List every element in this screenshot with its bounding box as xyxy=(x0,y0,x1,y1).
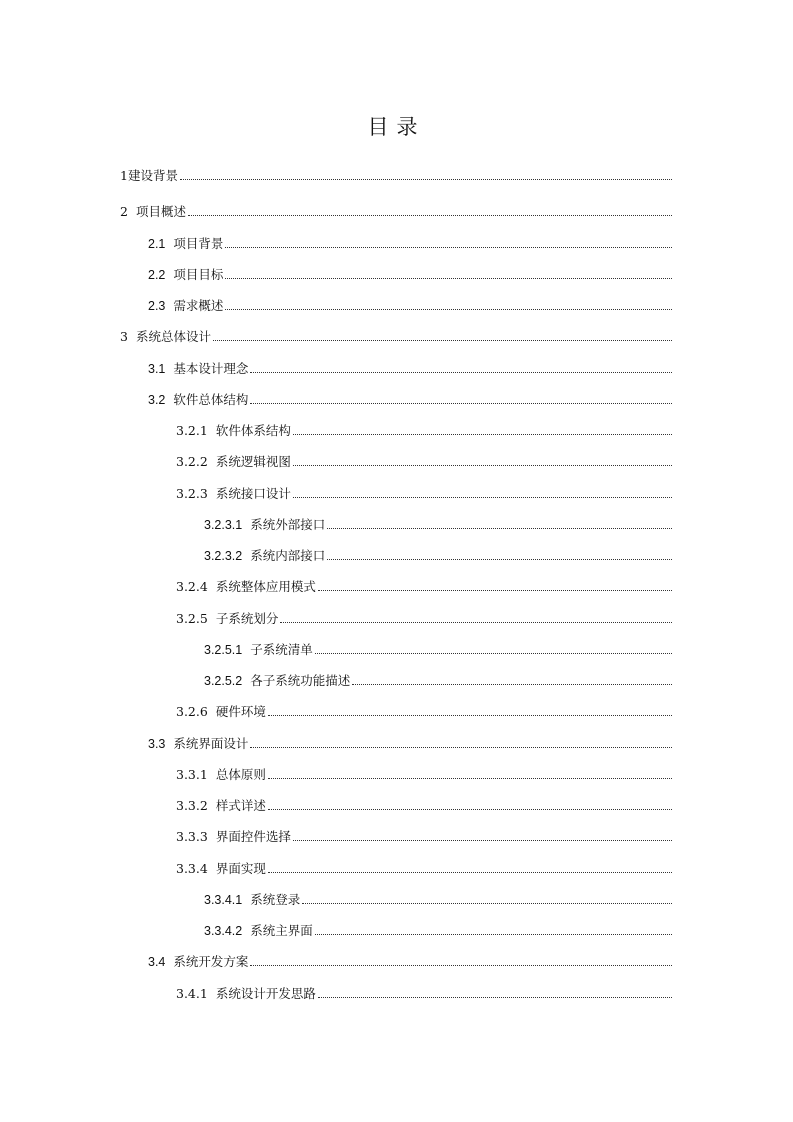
dot-leader xyxy=(250,747,672,748)
toc-entry-number: 3.2.3 xyxy=(176,485,208,501)
toc-entry[interactable] xyxy=(176,575,672,595)
toc-entry[interactable] xyxy=(176,450,672,470)
toc-entry[interactable] xyxy=(148,388,672,408)
toc-entry-label: 系统登录 xyxy=(250,891,301,907)
toc-entry-label: 基本设计理念 xyxy=(173,360,249,376)
toc-entry-number: 3.3.3 xyxy=(176,829,208,845)
dot-leader xyxy=(293,497,672,498)
toc-entry-number: 1 xyxy=(120,168,128,183)
toc-entry-number: 3.2.4 xyxy=(176,579,208,595)
toc-entry-number: 3.2.5.2 xyxy=(204,674,243,688)
toc-entry-number: 2.1 xyxy=(148,236,166,251)
dot-leader xyxy=(180,179,672,180)
dot-leader xyxy=(293,465,672,466)
toc-entry-label: 项目目标 xyxy=(173,266,224,282)
toc-entry-number: 3.3.4.1 xyxy=(204,892,243,907)
toc-entry-label: 界面实现 xyxy=(215,860,266,876)
toc-entry-number: 3.2.1 xyxy=(176,423,208,438)
dot-leader xyxy=(352,684,672,685)
dot-leader xyxy=(280,622,672,623)
toc-entry-label: 系统外部接口 xyxy=(250,516,326,532)
dot-leader xyxy=(250,403,672,404)
toc-entry-label: 系统逻辑视图 xyxy=(215,454,291,470)
dot-leader xyxy=(318,590,672,591)
toc-entry[interactable] xyxy=(204,638,672,658)
toc-entry[interactable] xyxy=(204,919,672,939)
dot-leader xyxy=(213,340,672,341)
toc-entry-number: 3.3.1 xyxy=(176,766,208,782)
toc-entry-number: 3.4 xyxy=(148,955,166,970)
toc-entry-number: 3.3.4.2 xyxy=(204,924,243,938)
toc-entry-number: 3.2.5.1 xyxy=(204,642,243,657)
dot-leader xyxy=(327,559,672,560)
toc-entry[interactable] xyxy=(148,294,672,314)
toc-entry-number: 3.2.2 xyxy=(176,454,208,470)
toc-entry-number: 3.3.2 xyxy=(176,798,208,813)
toc-entry-label: 样式详述 xyxy=(215,798,266,813)
toc-entry-number: 2 xyxy=(120,204,128,220)
dot-leader xyxy=(225,247,672,248)
toc-entry[interactable] xyxy=(204,544,672,564)
toc-title: 目录 xyxy=(367,115,426,139)
dot-leader xyxy=(293,434,672,435)
toc-entry-label: 系统内部接口 xyxy=(250,548,326,563)
toc-entry-label: 软件体系结构 xyxy=(215,423,291,438)
toc-entry[interactable] xyxy=(176,419,672,439)
toc-entry-number: 3 xyxy=(120,329,128,345)
toc-entry-number: 3.2.3.1 xyxy=(204,517,243,532)
toc-entry-label: 项目概述 xyxy=(135,204,186,220)
toc-entry[interactable] xyxy=(176,982,672,1002)
dot-leader xyxy=(250,372,672,373)
toc-entry-label: 项目背景 xyxy=(173,235,224,251)
dot-leader xyxy=(327,528,672,529)
dot-leader xyxy=(293,840,672,841)
toc-entry-label: 系统接口设计 xyxy=(215,485,291,501)
toc-entry-label: 硬件环境 xyxy=(215,704,266,720)
toc-entry-number: 3.3.4 xyxy=(176,860,208,876)
toc-entry[interactable] xyxy=(148,732,672,752)
toc-entry[interactable] xyxy=(176,857,672,877)
toc-entry-number: 2.3 xyxy=(148,299,166,313)
toc-entry-label: 系统开发方案 xyxy=(173,954,249,970)
toc-entry[interactable] xyxy=(176,825,672,845)
toc-entry-label: 子系统清单 xyxy=(250,641,313,657)
dot-leader xyxy=(302,903,672,904)
toc-entry[interactable] xyxy=(148,232,672,252)
toc-entry-number: 3.3 xyxy=(148,736,166,751)
toc-entry-label: 各子系统功能描述 xyxy=(250,673,351,688)
dot-leader xyxy=(268,778,672,779)
toc-entry-label: 系统总体设计 xyxy=(135,329,211,345)
dot-leader xyxy=(225,309,672,310)
toc-entry-label: 系统整体应用模式 xyxy=(215,579,316,595)
toc-entry[interactable] xyxy=(176,482,672,502)
toc-entry[interactable] xyxy=(204,888,672,908)
toc-entry[interactable] xyxy=(204,513,672,533)
toc-entry-number: 3.2.5 xyxy=(176,610,208,626)
dot-leader xyxy=(318,997,672,998)
toc-entry-label: 子系统划分 xyxy=(215,610,279,626)
dot-leader xyxy=(315,653,672,654)
toc-entry-label: 需求概述 xyxy=(173,298,224,313)
toc-entry[interactable] xyxy=(176,700,672,720)
toc-entry-number: 2.2 xyxy=(148,267,166,282)
dot-leader xyxy=(268,715,672,716)
toc-entry[interactable] xyxy=(176,607,672,627)
dot-leader xyxy=(268,809,672,810)
toc-entry[interactable] xyxy=(176,794,672,814)
toc-entry[interactable] xyxy=(204,669,672,689)
toc-entry[interactable] xyxy=(120,325,672,345)
toc-entry-label: 系统设计开发思路 xyxy=(215,985,316,1001)
toc-entry-label: 界面控件选择 xyxy=(215,829,291,845)
toc-entry-number: 3.1 xyxy=(148,361,166,376)
toc-entry[interactable] xyxy=(120,164,672,184)
toc-entry[interactable] xyxy=(148,357,672,377)
toc-entry[interactable] xyxy=(148,263,672,283)
toc-entry-number: 3.2 xyxy=(148,392,166,407)
toc-entry-label: 总体原则 xyxy=(215,766,266,782)
dot-leader xyxy=(268,872,672,873)
toc-entry-number: 3.2.6 xyxy=(176,704,208,720)
toc-entry-label: 系统主界面 xyxy=(250,923,313,938)
toc-entry[interactable] xyxy=(148,950,672,970)
toc-entry-label: 建设背景 xyxy=(127,168,178,183)
toc-entry-number: 3.4.1 xyxy=(176,985,208,1001)
dot-leader xyxy=(250,965,672,966)
dot-leader xyxy=(225,278,672,279)
toc-entry-label: 系统界面设计 xyxy=(173,735,249,751)
toc-entry[interactable] xyxy=(120,200,672,220)
dot-leader xyxy=(188,215,672,216)
toc-entry[interactable] xyxy=(176,763,672,783)
toc-entry-number: 3.2.3.2 xyxy=(204,549,243,563)
dot-leader xyxy=(315,934,672,935)
toc-entry-label: 软件总体结构 xyxy=(173,391,249,407)
